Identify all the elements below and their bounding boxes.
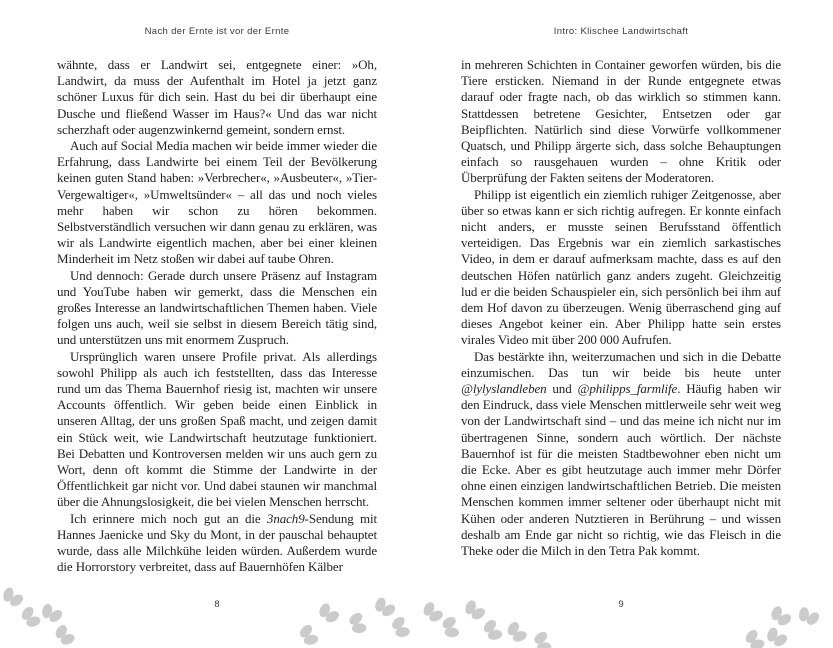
paragraph: [57, 511, 377, 576]
text-segment: -Sendung mit Hannes Jaenicke und Sky du Mont, in der pauschal behauptet wurde, dass alle Milchkühe leiden würden. Außerdem wurde die Horrorstory verbreitet, dass auf Bauernhöfen Kälber: [57, 510, 377, 575]
text-segment: und: [546, 381, 578, 397]
text-segment: Philipp ist eigentlich ein ziemlich ruhiger Zeitgenosse, aber über so etwas kann er sich richtig aufregen. Er konnte einfach nicht anders, er musste seinen Berufsstand öffentlich verteidigen. Das Ergebnis war ein ziemlich sarkastisches Video, in dem er darauf aufmerksam machte, dass es auf den deutschen Höfen natürlich ganz anders zugeht. Gleichzeitig lud er die beiden Schauspieler ein, sich persönlich bei ihm auf dem Hof davon zu überzeugen. Wenig überraschend ging auf dieses Angebot keiner ein. Aber Philipp hatte sein erstes virales Video mit über 200 000 Aufrufen.: [461, 186, 781, 348]
hoofprint-icon: [419, 599, 446, 626]
page-right-body-text: [461, 57, 781, 585]
italic-text-segment: @philipps_farmlife: [577, 381, 678, 397]
paragraph: [57, 268, 377, 349]
page-left-body-text: [57, 57, 377, 585]
hoofprint-icon: [440, 615, 462, 640]
text-segment: . Häufig haben wir den Eindruck, dass viele Menschen mittlerweile sehr weit weg von der Landwirtschaft sind – und das meine ich nicht nur im übertragenen Sinne, sondern auch wörtlich. Der nächste Bauernhof ist für die meisten Stadtbewohner eben nicht um die Ecke. Aber es gibt heutzutage auch immer mehr Dörfer ohne einen einzigen landwirtschaftlichen Betrieb. Die meisten Menschen kommen immer seltener oder überhaupt nicht mit Kühen oder anderen Nutztieren in Berührung – und wissen deshalb am Ende gar nicht so richtig, wie das Fleisch in die Theke oder die Milch in den Tetra Pak kommt.: [461, 381, 781, 559]
paragraph: [461, 349, 781, 560]
paragraph: [461, 57, 781, 187]
hoofprint-icon: [795, 604, 821, 628]
italic-text-segment: @lylyslandleben: [461, 381, 547, 397]
paragraph: [461, 187, 781, 349]
running-header-right: Intro: Klischee Landwirtschaft: [553, 26, 689, 37]
page-number-right: 9: [618, 599, 624, 610]
text-segment: Und dennoch: Gerade durch unsere Präsenz auf Instagram und YouTube haben wir gemerkt, dass die Menschen ein großes Interesse an landwirtschaftlichen Themen haben. Viele folgen uns auch, weil sie selbst in diesem Bereich tätig sind, und unterstützen uns mit enormem Zuspruch.: [57, 267, 377, 348]
paragraph: [57, 349, 377, 511]
hoofprint-icon: [18, 604, 44, 631]
running-header-left: Nach der Ernte ist vor der Ernte: [144, 26, 290, 37]
text-segment: wähnte, dass er Landwirt sei, entgegnete einer: »Oh, Landwirt, da muss der Aufenthalt im Hotel ja jetzt ganz schöner Luxus für dich sein. Hast du bei dir überhaupt eine Dusche und fließend Wasser im Haus?« Und das war nicht scherzhaft oder augenzwinkernd gemeint, sondern ernst.: [57, 57, 377, 137]
paragraph: [57, 57, 377, 138]
page-number-left: 8: [214, 599, 220, 610]
text-segment: Ursprünglich waren unsere Profile privat. Als allerdings sowohl Philipp als auch ich feststellten, dass das Interesse rund um das Thema Bauernhof riesig ist, machten wir unsere Accounts öffentlich. Wir geben beide einen Einblick in unseren Alltag, der uns großen Spaß macht, und zeigen damit ein Stück weit, wie Landwirtschaft heutzutage funktioniert. Bei Debatten und Kontroversen melden wir uns auch gern zu Wort, denn oft kommt die Stimme der Landwirte in der Öffentlichkeit gar nicht vor. Und dabei staunen wir manchmal über die Ahnungslosigkeit, die bei vielen Menschen herrscht.: [57, 348, 377, 510]
hoofprint-icon: [0, 585, 26, 611]
text-segment: Das bestärkte ihn, weiterzumachen und sich in die Debatte einzumischen. Das tun wir beide bis heute unter: [461, 348, 781, 380]
page-right: [461, 0, 781, 648]
text-segment: Auch auf Social Media machen wir beide immer wieder die Erfahrung, dass Landwirte bei einem Teil der Bevölkerung keinen guten Stand haben: »Verbrecher«, »Ausbeuter«, »Tier-Vergewaltiger«, »Umweltsünder« – all das und noch vieles mehr haben wir schon zu hören bekommen. Selbstverständlich versuchen wir dann genau zu erklären, was wir als Landwirte eigentlich machen, aber bei einer kleinen Minderheit im Netz stoßen wir dabei auf taube Ohren.: [57, 138, 377, 267]
hoofprint-icon: [388, 614, 412, 640]
text-segment: Ich erinnere mich noch gut an die: [70, 510, 267, 526]
page-left: [57, 0, 377, 648]
paragraph: [57, 138, 377, 268]
italic-text-segment: 3nach9: [266, 510, 305, 526]
text-segment: in mehreren Schichten in Container geworfen würden, bis die Tiere ersticken. Niemand in der Runde entgegnete etwas darauf oder fragte nach, ob das wirklich so stimmen kann. Stattdessen betretene Gesichter, Entsetzen oder gar Beipflichten. Natürlich sind diese Vorwürfe vollkommener Quatsch, und Philipp ärgerte sich, dass solche Behauptungen einfach so rausgehauen wurden – ohne Kritik oder Überprüfung der Fakten seitens der Moderatoren.: [461, 57, 781, 186]
